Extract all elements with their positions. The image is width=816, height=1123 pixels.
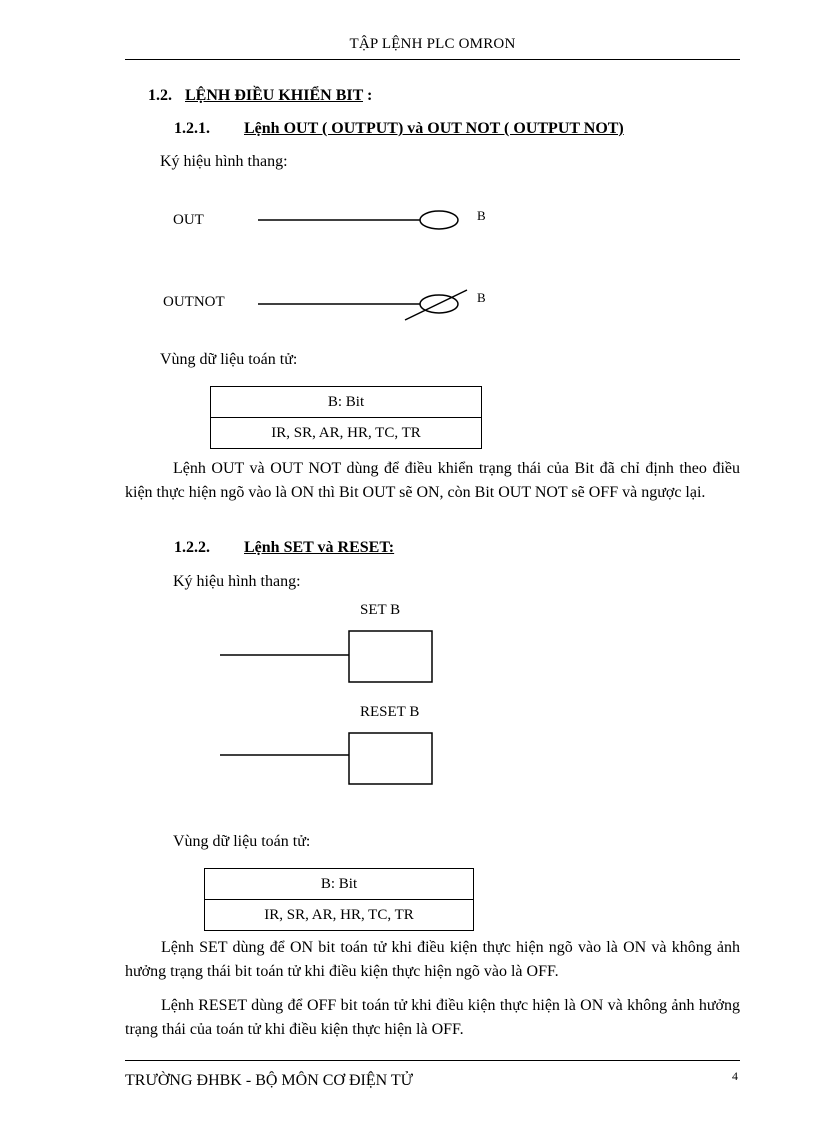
out-coil-symbol <box>255 205 475 235</box>
out-label: OUT <box>173 212 204 228</box>
operand-table-2-row-2: IR, SR, AR, HR, TC, TR <box>205 899 473 930</box>
section-number: 1.2. <box>148 87 172 104</box>
reset-label: RESET B <box>360 704 420 720</box>
operand-area-label-1: Vùng dữ liệu toán tử: <box>160 351 298 368</box>
subsection-1-title: Lệnh OUT ( OUTPUT) và OUT NOT ( OUTPUT NOT) <box>244 120 624 137</box>
ladder-symbol-label-2: Ký hiệu hình thang: <box>173 573 301 590</box>
operand-table-1-row-1: B: Bit <box>327 394 365 410</box>
subsection-1-heading <box>174 120 624 138</box>
subsection-2-heading <box>174 539 394 557</box>
operand-table-2-row-1: B: Bit <box>320 876 358 892</box>
set-paragraph: Lệnh SET dùng để ON bit toán tử khi điều kiện thực hiện ngõ vào là ON và không ảnh hưởng trạng thái bit toán tử khi điều kiện thực hiện ngõ vào là OFF. <box>125 939 740 980</box>
outnot-bit-label: B <box>477 290 486 305</box>
set-label: SET B <box>360 602 401 618</box>
footer-text: TRƯỜNG ĐHBK - BỘ MÔN CƠ ĐIỆN TỬ <box>125 1072 414 1089</box>
out-paragraph: Lệnh OUT và OUT NOT dùng để điều khiển trạng thái của Bit đã chỉ định theo điều kiện thực hiện ngõ vào là ON thì Bit OUT sẽ ON, còn Bit OUT NOT sẽ OFF và ngược lại. <box>125 460 740 501</box>
section-heading <box>148 87 372 105</box>
out-bit-label: B <box>477 208 486 223</box>
subsection-2-number: 1.2.2. <box>174 539 210 556</box>
reset-paragraph: Lệnh RESET dùng để OFF bit toán tử khi điều kiện thực hiện là ON và không ảnh hưởng trạng thái của toán tử khi điều kiện thực hiện là OFF. <box>125 997 740 1038</box>
section-title: LỆNH ĐIỀU KHIỂN BIT <box>185 87 363 104</box>
operand-table-2 <box>204 868 474 931</box>
page-number: 4 <box>732 1069 738 1083</box>
header-rule <box>125 59 740 60</box>
outnot-label: OUTNOT <box>163 294 225 310</box>
subsection-1-number: 1.2.1. <box>174 120 210 137</box>
outnot-coil-symbol <box>255 288 475 328</box>
operand-table-1 <box>210 386 482 449</box>
reset-instruction-symbol <box>218 730 438 788</box>
page-header-title: TẬP LỆNH PLC OMRON <box>349 36 516 52</box>
set-instruction-symbol <box>218 628 438 686</box>
ladder-symbol-label-1: Ký hiệu hình thang: <box>160 153 288 170</box>
operand-area-label-2: Vùng dữ liệu toán tử: <box>173 833 311 850</box>
footer-rule <box>125 1060 740 1061</box>
operand-table-1-row-2: IR, SR, AR, HR, TC, TR <box>211 417 481 448</box>
subsection-2-title: Lệnh SET và RESET: <box>244 539 395 556</box>
section-title-suffix: : <box>362 87 373 104</box>
